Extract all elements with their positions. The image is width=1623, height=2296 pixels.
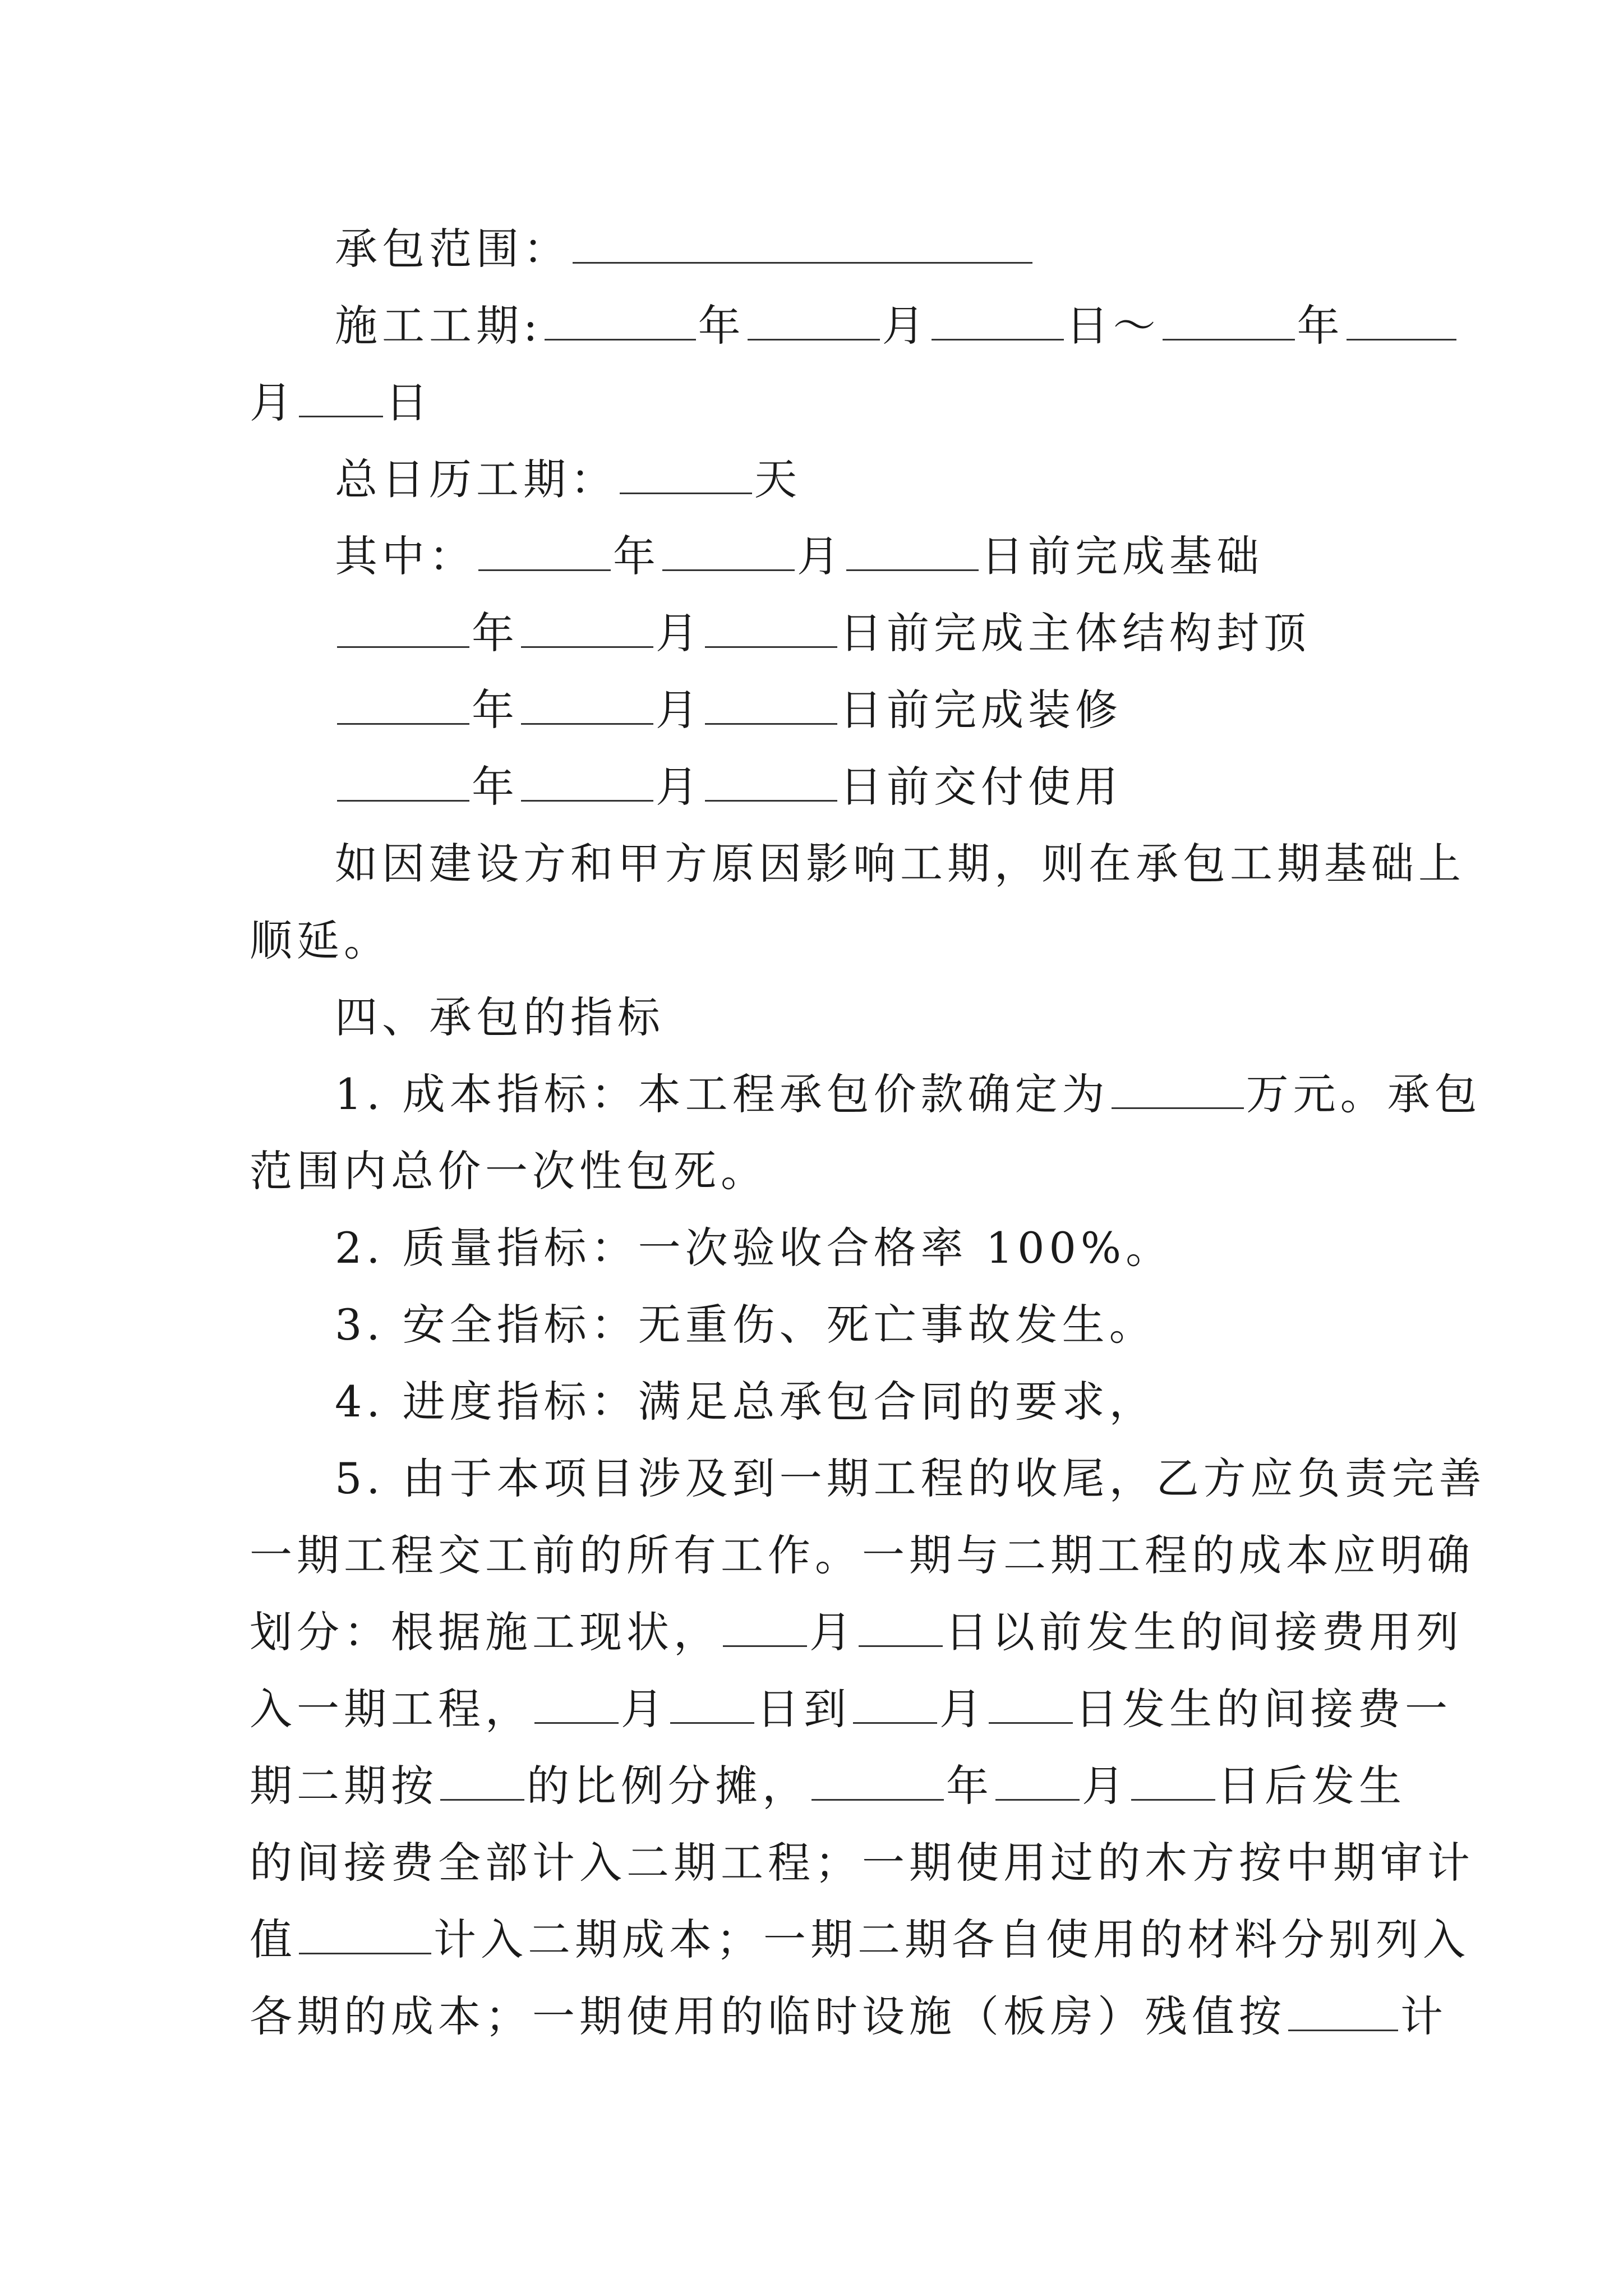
among-label: 其中： bbox=[335, 531, 476, 581]
year-text: 年 bbox=[472, 608, 519, 658]
milestone-line bbox=[250, 518, 1382, 595]
paragraph-line bbox=[250, 1824, 1474, 1901]
total-days-line bbox=[250, 441, 1382, 518]
blank bbox=[723, 1602, 807, 1647]
blank bbox=[1131, 1755, 1215, 1801]
blank bbox=[705, 679, 837, 725]
blank bbox=[705, 602, 837, 648]
blank bbox=[478, 526, 611, 571]
blank bbox=[337, 602, 469, 648]
item5-text: 日发生的间接费一 bbox=[1075, 1684, 1452, 1734]
month-text: 月 bbox=[621, 1684, 668, 1734]
month-text: 月 bbox=[250, 378, 297, 427]
period-line bbox=[250, 287, 1382, 364]
blank bbox=[337, 756, 469, 802]
item5-text: 入一期工程， bbox=[250, 1684, 532, 1734]
blank bbox=[1163, 295, 1295, 341]
milestone-line bbox=[250, 595, 1382, 671]
blank bbox=[299, 1909, 431, 1954]
safety-text: 3. 安全指标：无重伤、死亡事故发生。 bbox=[335, 1300, 1156, 1350]
paragraph-line bbox=[250, 902, 1382, 979]
blank bbox=[662, 526, 795, 571]
blank bbox=[440, 1755, 524, 1801]
blank bbox=[299, 372, 383, 417]
milestone-text: 日前完成基础 bbox=[981, 531, 1264, 581]
item5-text: 计 bbox=[1400, 1991, 1447, 2041]
period-label: 施工工期: bbox=[335, 301, 542, 351]
paragraph-line bbox=[250, 1440, 1486, 1517]
paragraph-line bbox=[250, 1671, 1452, 1747]
blank bbox=[859, 1602, 943, 1647]
paragraph-line bbox=[250, 1363, 1382, 1440]
blank bbox=[1112, 1064, 1244, 1109]
delay-text: 顺延。 bbox=[250, 915, 391, 965]
milestone-text: 日前完成装修 bbox=[840, 685, 1122, 735]
year-text: 年 bbox=[946, 1761, 993, 1811]
blank bbox=[337, 679, 469, 725]
paragraph-line bbox=[250, 1133, 1382, 1209]
day-text: 日 bbox=[1066, 301, 1113, 351]
blank bbox=[620, 449, 752, 494]
milestone-line bbox=[250, 671, 1382, 748]
cost-text: 万元。承包 bbox=[1246, 1069, 1482, 1119]
total-days-unit: 天 bbox=[754, 454, 801, 504]
paragraph-line bbox=[250, 1901, 1470, 1978]
milestone-text: 日前交付使用 bbox=[840, 762, 1122, 812]
blank bbox=[521, 602, 653, 648]
item5-text: 的比例分摊， bbox=[527, 1761, 809, 1811]
day-text: 日 bbox=[385, 378, 432, 427]
quality-text: 2. 质量指标：一次验收合格率 100%。 bbox=[335, 1223, 1173, 1273]
item5-text: 日到 bbox=[757, 1684, 851, 1734]
item5-text: 5. 由于本项目涉及到一期工程的收尾，乙方应负责完善 bbox=[335, 1453, 1486, 1503]
cost-text: 1. 成本指标：本工程承包价款确定为 bbox=[335, 1069, 1109, 1119]
item5-text: 的间接费全部计入二期工程；一期使用过的木方按中期审计 bbox=[250, 1838, 1474, 1888]
item5-text: 值 bbox=[250, 1915, 297, 1964]
paragraph-line bbox=[250, 1286, 1382, 1363]
cost-text: 范围内总价一次性包死。 bbox=[250, 1146, 768, 1196]
period-separator: ～ bbox=[1113, 301, 1160, 351]
milestone-line bbox=[250, 748, 1382, 825]
delay-text: 如因建设方和甲方原因影响工期，则在承包工期基础上 bbox=[335, 839, 1465, 889]
blank bbox=[932, 295, 1064, 341]
month-text: 月 bbox=[656, 762, 703, 812]
month-text: 月 bbox=[882, 301, 929, 351]
month-text: 月 bbox=[809, 1607, 856, 1657]
period-line-cont bbox=[250, 364, 1382, 441]
blank bbox=[534, 1678, 619, 1724]
paragraph-line bbox=[250, 1056, 1482, 1133]
scope-blank bbox=[573, 218, 1032, 264]
paragraph-line bbox=[250, 1517, 1474, 1594]
month-text: 月 bbox=[1082, 1761, 1129, 1811]
scope-line bbox=[250, 210, 1382, 287]
paragraph-line bbox=[250, 825, 1465, 902]
year-text: 年 bbox=[698, 301, 745, 351]
scope-label: 承包范围： bbox=[335, 224, 570, 274]
blank bbox=[1288, 1986, 1398, 2031]
progress-text: 4. 进度指标：满足总承包合同的要求， bbox=[335, 1377, 1156, 1427]
month-text: 月 bbox=[797, 531, 844, 581]
blank bbox=[521, 756, 653, 802]
year-text: 年 bbox=[613, 531, 660, 581]
year-text: 年 bbox=[1297, 301, 1344, 351]
contract-text bbox=[250, 210, 1486, 2055]
blank bbox=[1347, 295, 1456, 341]
blank bbox=[989, 1678, 1073, 1724]
paragraph-line bbox=[250, 1209, 1382, 1286]
month-text: 月 bbox=[656, 608, 703, 658]
milestone-text: 日前完成主体结构封顶 bbox=[840, 608, 1311, 658]
blank bbox=[670, 1678, 754, 1724]
paragraph-line bbox=[250, 1978, 1447, 2055]
year-text: 年 bbox=[472, 685, 519, 735]
blank bbox=[748, 295, 880, 341]
blank bbox=[521, 679, 653, 725]
item5-text: 各期的成本；一期使用的临时设施（板房）残值按 bbox=[250, 1991, 1286, 2041]
item5-text: 计入二期成本；一期二期各自使用的材料分别列入 bbox=[434, 1915, 1470, 1964]
section-four-title: 四、承包的指标 bbox=[335, 992, 665, 1042]
paragraph-line bbox=[250, 1747, 1406, 1824]
year-text: 年 bbox=[472, 762, 519, 812]
month-text: 月 bbox=[656, 685, 703, 735]
blank bbox=[995, 1755, 1080, 1801]
blank bbox=[853, 1678, 937, 1724]
total-days-label: 总日历工期： bbox=[335, 454, 617, 504]
item5-text: 日后发生 bbox=[1218, 1761, 1406, 1811]
paragraph-line bbox=[250, 1594, 1463, 1671]
blank bbox=[811, 1755, 944, 1801]
item5-text: 一期工程交工前的所有工作。一期与二期工程的成本应明确 bbox=[250, 1530, 1474, 1580]
blank bbox=[846, 526, 979, 571]
item5-text: 划分：根据施工现状， bbox=[250, 1607, 721, 1657]
item5-text: 期二期按 bbox=[250, 1761, 438, 1811]
month-text: 月 bbox=[939, 1684, 986, 1734]
blank bbox=[545, 295, 696, 341]
section-heading bbox=[250, 979, 1382, 1056]
blank bbox=[705, 756, 837, 802]
item5-text: 日以前发生的间接费用列 bbox=[945, 1607, 1463, 1657]
